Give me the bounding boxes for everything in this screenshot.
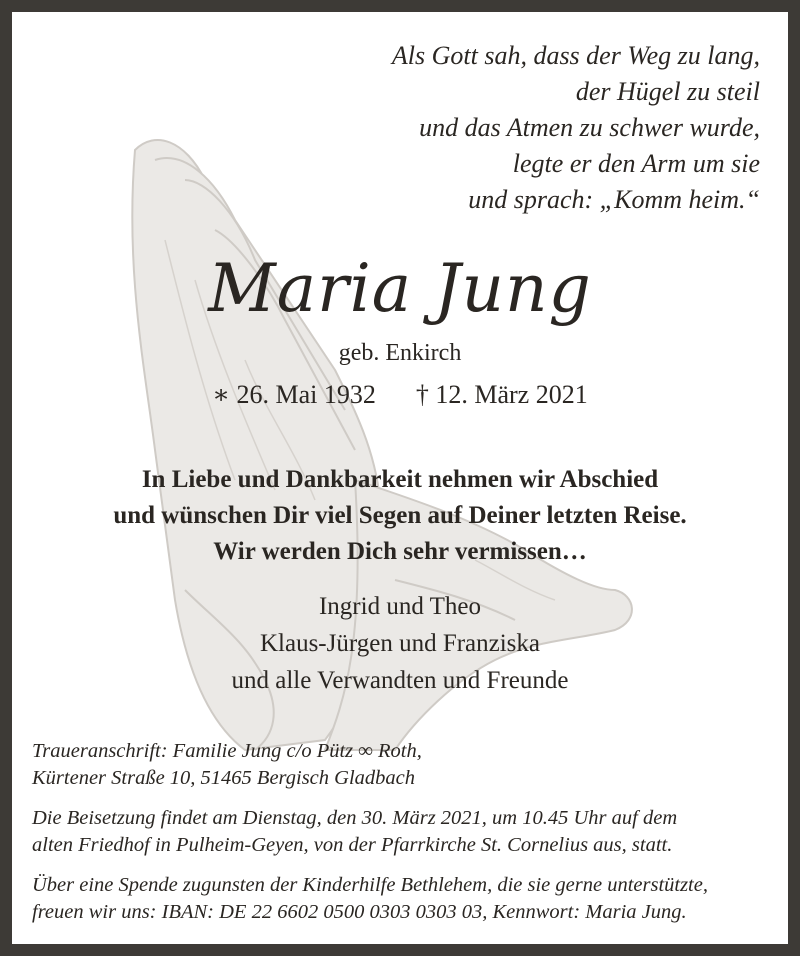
birth-date: ∗ 26. Mai 1932 [212, 380, 376, 409]
mourners-list [0, 588, 800, 699]
burial-line: Die Beisetzung findet am Dienstag, den 30. März 2021, um 10.45 Uhr auf dem [32, 807, 678, 829]
mourning-address [32, 738, 772, 792]
address-line: Kürtener Straße 10, 51465 Bergisch Gladbach [32, 767, 416, 789]
deceased-name: Maria Jung [208, 250, 592, 327]
donation-line: freuen wir uns: IBAN: DE 22 6602 0500 0303 0303 03, Kennwort: Maria Jung. [32, 901, 687, 923]
verse-line: Als Gott sah, dass der Weg zu lang, [391, 41, 760, 70]
burial-notice [32, 805, 772, 859]
farewell-message [0, 462, 800, 570]
burial-line: alten Friedhof in Pulheim-Geyen, von der Pfarrkirche St. Cornelius aus, statt. [32, 834, 673, 856]
verse-quote [240, 38, 760, 218]
donation-notice [32, 872, 772, 926]
verse-line: legte er den Arm um sie [512, 149, 760, 178]
address-line: Traueranschrift: Familie Jung c/o Pütz ∞ Roth, [32, 740, 422, 762]
mourner-line: Ingrid und Theo [318, 593, 481, 620]
verse-line: der Hügel zu steil [575, 77, 760, 106]
donation-line: Über eine Spende zugunsten der Kinderhilfe Bethlehem, die sie gerne unterstützte, [32, 874, 708, 896]
farewell-line: In Liebe und Dankbarkeit nehmen wir Abschied [141, 466, 659, 493]
verse-line: und das Atmen zu schwer wurde, [419, 113, 760, 142]
farewell-line: Wir werden Dich sehr vermissen… [213, 538, 587, 565]
life-dates [0, 380, 800, 410]
mourner-line: Klaus-Jürgen und Franziska [259, 630, 541, 657]
maiden-name: geb. Enkirch [338, 340, 462, 366]
verse-line: und sprach: „Komm heim.“ [468, 185, 760, 214]
mourner-line: und alle Verwandten und Freunde [231, 667, 569, 694]
farewell-line: und wünschen Dir viel Segen auf Deiner letzten Reise. [113, 502, 687, 529]
death-date: † 12. März 2021 [415, 380, 588, 409]
